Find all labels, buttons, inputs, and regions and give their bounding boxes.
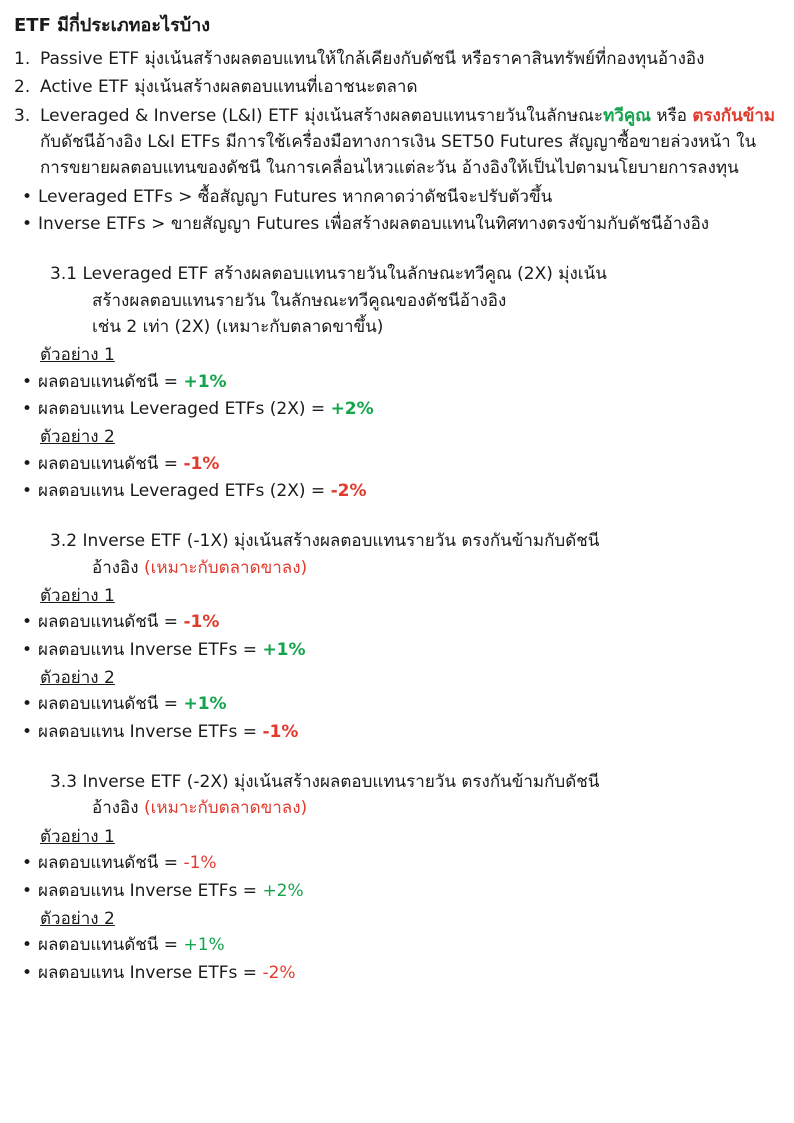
bullet-list-item xyxy=(14,932,780,958)
text-run: Leveraged & Inverse (L&I) ETF มุ่งเน้นสร้างผลตอบแทนรายวันในลักษณะ xyxy=(40,105,604,126)
list-item-text xyxy=(40,49,704,69)
text-run: ผลตอบแทนดัชนี = xyxy=(38,371,184,392)
bullet-list-item xyxy=(14,960,780,986)
highlighted-text: +2% xyxy=(262,880,304,901)
section-subline xyxy=(14,288,780,314)
text-run: ผลตอบแทน Inverse ETFs = xyxy=(38,962,263,983)
section xyxy=(14,759,780,986)
bullet-dot-icon: • xyxy=(22,371,33,392)
bullet-dot-icon: • xyxy=(22,880,33,901)
highlighted-text: (เหมาะกับตลาดขาลง) xyxy=(143,798,308,819)
example-label xyxy=(14,665,780,691)
bullet-dot-icon: • xyxy=(22,612,33,633)
text-run: ผลตอบแทน Inverse ETFs = xyxy=(38,721,263,742)
list-item-text xyxy=(40,106,775,179)
section xyxy=(14,251,780,504)
text-run: Active ETF มุ่งเน้นสร้างผลตอบแทนที่เอาชนะตลาด xyxy=(40,77,418,98)
numbered-list-item xyxy=(14,46,780,72)
bullet-list-item xyxy=(14,719,780,745)
highlighted-text: -1% xyxy=(183,453,220,474)
page-title: ETF มีกี่ประเภทอะไรบ้าง xyxy=(14,15,211,36)
bullet-list-item xyxy=(14,850,780,876)
text-run: อ้างอิง xyxy=(92,798,144,819)
top-bullet-list xyxy=(14,184,780,238)
highlighted-text: -2% xyxy=(262,962,296,983)
spacer xyxy=(14,251,780,261)
bullet-list-item xyxy=(14,211,780,237)
numbered-list-item xyxy=(14,103,780,182)
numbered-list-item xyxy=(14,74,780,100)
list-number: 2. xyxy=(14,77,31,98)
text-run: กับดัชนีอ้างอิง L&I ETFs มีการใช้เครื่องมือทางการเงิน SET50 Futures สัญญาซื้อขายล่วงหน้า ในการขยายผลตอบแทนของดัชนี ในการเคลื่อนไหวแต่ละวัน อ้างอิงให้เป็นไปตามนโยบายการลงทุน xyxy=(40,131,757,179)
example-label-text: ตัวอย่าง 2 xyxy=(40,668,115,689)
bullet-text xyxy=(38,372,227,392)
example-label xyxy=(14,824,780,850)
bullet-dot-icon: • xyxy=(22,481,33,502)
bullet-list-item xyxy=(14,878,780,904)
highlighted-text: (เหมาะกับตลาดขาลง) xyxy=(143,557,308,578)
bullet-list-item xyxy=(14,691,780,717)
bullet-text xyxy=(38,881,304,901)
example-label xyxy=(14,342,780,368)
bullet-dot-icon: • xyxy=(22,935,33,956)
bullet-list-item xyxy=(14,478,780,504)
numbered-list xyxy=(14,46,780,182)
example-label-text: ตัวอย่าง 2 xyxy=(40,427,115,448)
text-run: ผลตอบแทนดัชนี = xyxy=(38,453,184,474)
section-subline xyxy=(14,555,780,581)
text-run: ผลตอบแทนดัชนี = xyxy=(38,612,184,633)
bullet-text xyxy=(38,963,296,983)
bullet-list-item xyxy=(14,451,780,477)
section-subline xyxy=(14,795,780,821)
bullet-list-item xyxy=(14,369,780,395)
bullet-dot-icon: • xyxy=(22,962,33,983)
list-item-text xyxy=(40,77,418,97)
example-label xyxy=(14,424,780,450)
text-run: หรือ xyxy=(650,105,693,126)
list-number: 1. xyxy=(14,48,31,69)
example-label-text: ตัวอย่าง 1 xyxy=(40,586,115,607)
section xyxy=(14,518,780,745)
bullet-text xyxy=(38,722,298,742)
bullet-dot-icon: • xyxy=(22,639,33,660)
example-bullet-list xyxy=(14,451,780,505)
spacer xyxy=(14,759,780,769)
example-label-text: ตัวอย่าง 2 xyxy=(40,908,115,929)
highlighted-text: -1% xyxy=(183,612,220,633)
text-run: ผลตอบแทน Leveraged ETFs (2X) = xyxy=(38,399,331,420)
highlighted-text: +1% xyxy=(262,639,306,660)
example-bullet-list xyxy=(14,609,780,663)
highlighted-text: ตรงกันข้าม xyxy=(692,105,776,126)
text-run: เช่น 2 เท่า (2X) (เหมาะกับตลาดขาขึ้น) xyxy=(92,316,384,337)
highlighted-text: +1% xyxy=(183,935,225,956)
bullet-text xyxy=(38,640,306,660)
text-run: อ้างอิง xyxy=(92,557,144,578)
text-run: Passive ETF มุ่งเน้นสร้างผลตอบแทนให้ใกล้เคียงกับดัชนี หรือราคาสินทรัพย์ที่กองทุนอ้างอิง xyxy=(40,48,705,69)
example-bullet-list xyxy=(14,850,780,904)
highlighted-text: -1% xyxy=(262,721,299,742)
sections-container xyxy=(14,251,780,986)
example-label-text: ตัวอย่าง 1 xyxy=(40,345,115,366)
highlighted-text: ทวีคูณ xyxy=(603,105,651,126)
highlighted-text: -2% xyxy=(330,481,367,502)
bullet-text: Leveraged ETFs > ซื้อสัญญา Futures หากคาดว่าดัชนีจะปรับตัวขึ้น xyxy=(38,186,553,207)
section-heading: 3.1 Leveraged ETF สร้างผลตอบแทนรายวันในลักษณะทวีคูณ (2X) มุ่งเน้น xyxy=(50,264,607,285)
bullet-dot-icon: • xyxy=(22,453,33,474)
example-bullet-list xyxy=(14,691,780,745)
bullet-dot-icon: • xyxy=(22,186,33,207)
text-run: สร้างผลตอบแทนรายวัน ในลักษณะทวีคูณของดัชนีอ้างอิง xyxy=(92,290,507,311)
bullet-list-item xyxy=(14,637,780,663)
example-bullet-list xyxy=(14,369,780,423)
highlighted-text: -1% xyxy=(183,853,217,874)
bullet-text xyxy=(38,481,366,501)
text-run: ผลตอบแทนดัชนี = xyxy=(38,694,184,715)
highlighted-text: +1% xyxy=(183,694,227,715)
highlighted-text: +2% xyxy=(330,399,374,420)
bullet-text xyxy=(38,853,217,873)
bullet-text xyxy=(38,694,227,714)
example-bullet-list xyxy=(14,932,780,986)
bullet-text: Inverse ETFs > ขายสัญญา Futures เพื่อสร้างผลตอบแทนในทิศทางตรงข้ามกับดัชนีอ้างอิง xyxy=(38,213,710,234)
bullet-dot-icon: • xyxy=(22,694,33,715)
text-run: ผลตอบแทนดัชนี = xyxy=(38,853,184,874)
example-label xyxy=(14,583,780,609)
text-run: ผลตอบแทน Inverse ETFs = xyxy=(38,639,263,660)
bullet-text xyxy=(38,454,219,474)
bullet-text xyxy=(38,612,219,632)
example-label xyxy=(14,906,780,932)
highlighted-text: +1% xyxy=(183,371,227,392)
bullet-text xyxy=(38,399,374,419)
bullet-dot-icon: • xyxy=(22,853,33,874)
section-heading: 3.2 Inverse ETF (-1X) มุ่งเน้นสร้างผลตอบแทนรายวัน ตรงกันข้ามกับดัชนี xyxy=(50,531,600,552)
bullet-text xyxy=(38,935,225,955)
text-run: ผลตอบแทน Inverse ETFs = xyxy=(38,880,263,901)
spacer xyxy=(14,518,780,528)
text-run: ผลตอบแทนดัชนี = xyxy=(38,935,184,956)
bullet-list-item xyxy=(14,184,780,210)
bullet-dot-icon: • xyxy=(22,213,33,234)
bullet-dot-icon: • xyxy=(22,721,33,742)
section-heading: 3.3 Inverse ETF (-2X) มุ่งเน้นสร้างผลตอบแทนรายวัน ตรงกันข้ามกับดัชนี xyxy=(50,772,600,793)
bullet-list-item xyxy=(14,609,780,635)
text-run: ผลตอบแทน Leveraged ETFs (2X) = xyxy=(38,481,331,502)
section-subline xyxy=(14,314,780,340)
bullet-dot-icon: • xyxy=(22,399,33,420)
example-label-text: ตัวอย่าง 1 xyxy=(40,826,115,847)
list-number: 3. xyxy=(14,105,31,126)
bullet-list-item xyxy=(14,396,780,422)
